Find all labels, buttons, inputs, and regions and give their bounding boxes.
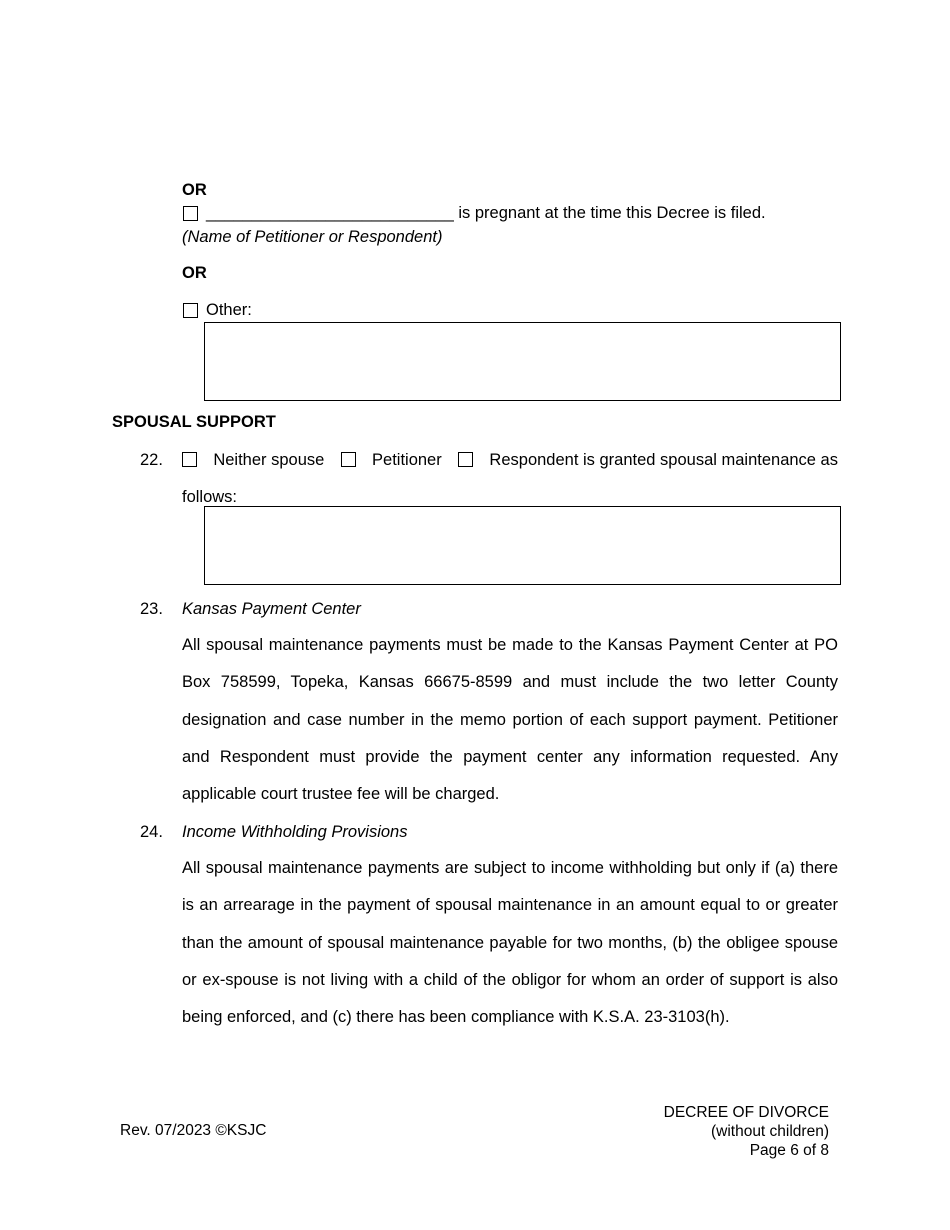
item-24-title: Income Withholding Provisions	[182, 823, 408, 841]
page-number: Page 6 of 8	[749, 1142, 829, 1159]
spousal-maintenance-text-box[interactable]	[204, 506, 841, 585]
other-text-box[interactable]	[204, 322, 841, 401]
item-22-number: 22.	[140, 451, 163, 469]
follows-label: follows:	[182, 488, 238, 506]
respondent-checkbox[interactable]	[458, 452, 473, 467]
petitioner-label: Petitioner	[372, 451, 442, 469]
respondent-option	[458, 451, 473, 470]
footer-doc-info	[664, 1103, 829, 1160]
item-23-title: Kansas Payment Center	[182, 600, 361, 618]
item-23-number: 23.	[140, 600, 163, 618]
pregnant-text: is pregnant at the time this Decree is filed.	[458, 204, 766, 222]
other-label: Other:	[206, 301, 252, 319]
or-label: OR	[182, 181, 207, 199]
pregnant-line	[206, 204, 766, 223]
doc-title: DECREE OF DIVORCE	[663, 1104, 829, 1121]
revision-note: Rev. 07/2023 ©KSJC	[120, 1122, 267, 1139]
spousal-support-heading: SPOUSAL SUPPORT	[112, 413, 276, 431]
respondent-label: Respondent is granted spousal maintenance as	[489, 451, 838, 469]
name-caption: (Name of Petitioner or Respondent)	[182, 228, 443, 246]
neither-label: Neither spouse	[213, 451, 325, 469]
petitioner-option	[341, 451, 356, 470]
item-23-body: All spousal maintenance payments must be made to the Kansas Payment Center at PO Box 758599, Topeka, Kansas 66675-8599 and must include the two letter County designation and case number in the memo portion of each support payment. Petitioner and Respondent must provide the payment center any information requested. Any applicable court trustee fee will be charged.	[182, 636, 838, 804]
neither-spouse-checkbox[interactable]	[182, 452, 197, 467]
neither-option	[182, 451, 197, 470]
petitioner-checkbox[interactable]	[341, 452, 356, 467]
name-blank[interactable]: ___________________________	[206, 204, 454, 222]
doc-subtitle: (without children)	[710, 1123, 829, 1140]
or-label: OR	[182, 264, 207, 282]
item-24-number: 24.	[140, 823, 163, 841]
other-checkbox[interactable]	[183, 303, 198, 318]
item-24-body: All spousal maintenance payments are subject to income withholding but only if (a) there is an arrearage in the payment of spousal maintenance in an amount equal to or greater than the amount of spousal maintenance payable for two months, (b) the obligee spouse or ex-spouse is not living with a child of the obligor for whom an order of support is also being enforced, and (c) there has been compliance with K.S.A. 23-3103(h).	[182, 859, 838, 1027]
pregnant-checkbox[interactable]	[183, 206, 198, 221]
item-22-options	[182, 451, 838, 470]
